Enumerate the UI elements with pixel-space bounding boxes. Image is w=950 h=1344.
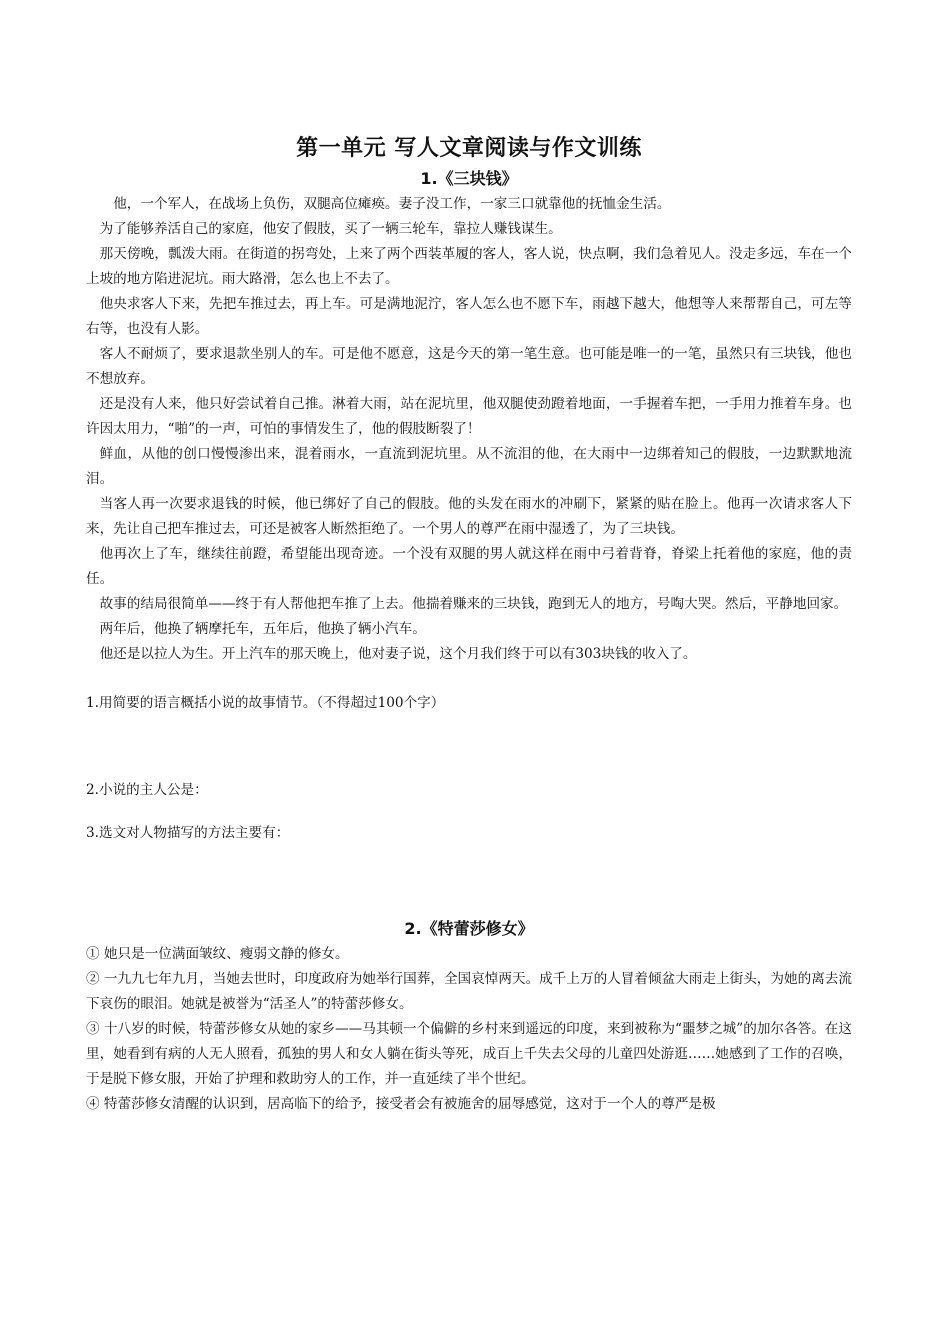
document-title: 第一单元 写人文章阅读与作文训练 <box>296 136 642 161</box>
section-1-paragraph: 客人不耐烦了，要求退款坐别人的车。可是他不愿意，这是今天的第一笔生意。也可能是唯一的一笔，虽然只有三块钱，他也不想放弃。 <box>86 346 852 387</box>
section-1-paragraph: 故事的结局很简单——终于有人帮他把车推了上去。他揣着赚来的三块钱，跑到无人的地方，号啕大哭。然后，平静地回家。 <box>99 596 848 612</box>
document-page <box>86 130 852 1117</box>
section-2-heading: 2.《特蕾莎修女》 <box>404 919 534 938</box>
section-1-paragraph: 当客人再一次要求退钱的时候，他已绑好了自己的假肢。他的头发在雨水的冲刷下，紧紧的贴在脸上。他再一次请求客人下来，先让自己把车推过去，可还是被客人断然拒绝了。一个男人的尊严在雨中湿透了，为了三块钱。 <box>86 496 852 537</box>
section-2-paragraph: ③ 十八岁的时候，特蕾莎修女从她的家乡——马其顿一个偏僻的乡村来到遥远的印度，来到被称为“噩梦之城”的加尔各答。在这里，她看到有病的人无人照看，孤独的男人和女人躺在街头等死，成百上千失去父母的儿童四处游逛……她感到了工作的召唤，于是脱下修女服，开始了护理和救助穷人的工作，并一直延续了半个世纪。 <box>86 1021 852 1087</box>
section-1-paragraph: 鲜血，从他的创口慢慢渗出来，混着雨水，一直流到泥坑里。从不流泪的他，在大雨中一边绑着知己的假肢，一边默默地流泪。 <box>86 446 852 487</box>
question-2: 2.小说的主人公是： <box>86 782 208 798</box>
section-1-paragraph: 两年后，他换了辆摩托车，五年后，他换了辆小汽车。 <box>99 621 426 637</box>
section-1-body <box>86 192 852 667</box>
section-1-paragraph: 那天傍晚，瓢泼大雨。在街道的拐弯处，上来了两个西装革履的客人，客人说，快点啊，我们急着见人。没走多远，车在一个上坡的地方陷进泥坑。雨大路滑，怎么也上不去了。 <box>86 246 852 287</box>
section-1-paragraph: 为了能够养活自己的家庭，他安了假肢，买了一辆三轮车，靠拉人赚钱谋生。 <box>99 221 562 237</box>
section-2-paragraph: ① 她只是一位满面皱纹、瘦弱文静的修女。 <box>86 946 349 962</box>
section-1-paragraph: 他央求客人下来，先把车推过去，再上车。可是满地泥泞，客人怎么也不愿下车，雨越下越大，他想等人来帮帮自己，可左等右等，也没有人影。 <box>86 296 852 337</box>
section-1-paragraph: 他，一个军人，在战场上负伤，双腿高位瘫痪。妻子没工作，一家三口就靠他的抚恤金生活。 <box>113 196 671 212</box>
section-2-paragraph: ② 一九九七年九月，当她去世时，印度政府为她举行国葬，全国哀悼两天。成千上万的人冒着倾盆大雨走上街头，为她的离去流下哀伤的眼泪。她就是被誉为“活圣人”的特蕾莎修女。 <box>86 971 852 1012</box>
section-1-paragraph: 他还是以拉人为生。开上汽车的那天晚上，他对妻子说，这个月我们终于可以有303块钱的收入了。 <box>99 646 697 662</box>
section-1-heading: 1.《三块钱》 <box>420 169 518 188</box>
section-2-paragraph: ④ 特蕾莎修女清醒的认识到，居高临下的给予，接受者会有被施舍的屈辱感觉，这对于一个人的尊严是极 <box>86 1096 716 1112</box>
question-1: 1.用简要的语言概括小说的故事情节。（不得超过100个字） <box>86 695 445 711</box>
question-3: 3.选文对人物描写的方法主要有： <box>86 825 290 841</box>
section-1-paragraph: 还是没有人来，他只好尝试着自己推。淋着大雨，站在泥坑里，他双腿使劲蹬着地面，一手握着车把，一手用力推着车身。也许因太用力，“啪”的一声，可怕的事情发生了，他的假肢断裂了！ <box>86 396 852 437</box>
section-1-questions <box>86 691 852 846</box>
section-2 <box>86 918 852 1117</box>
section-1-paragraph: 他再次上了车，继续往前蹬，希望能出现奇迹。一个没有双腿的男人就这样在雨中弓着背脊，脊梁上托着他的家庭，他的责任。 <box>86 546 852 587</box>
